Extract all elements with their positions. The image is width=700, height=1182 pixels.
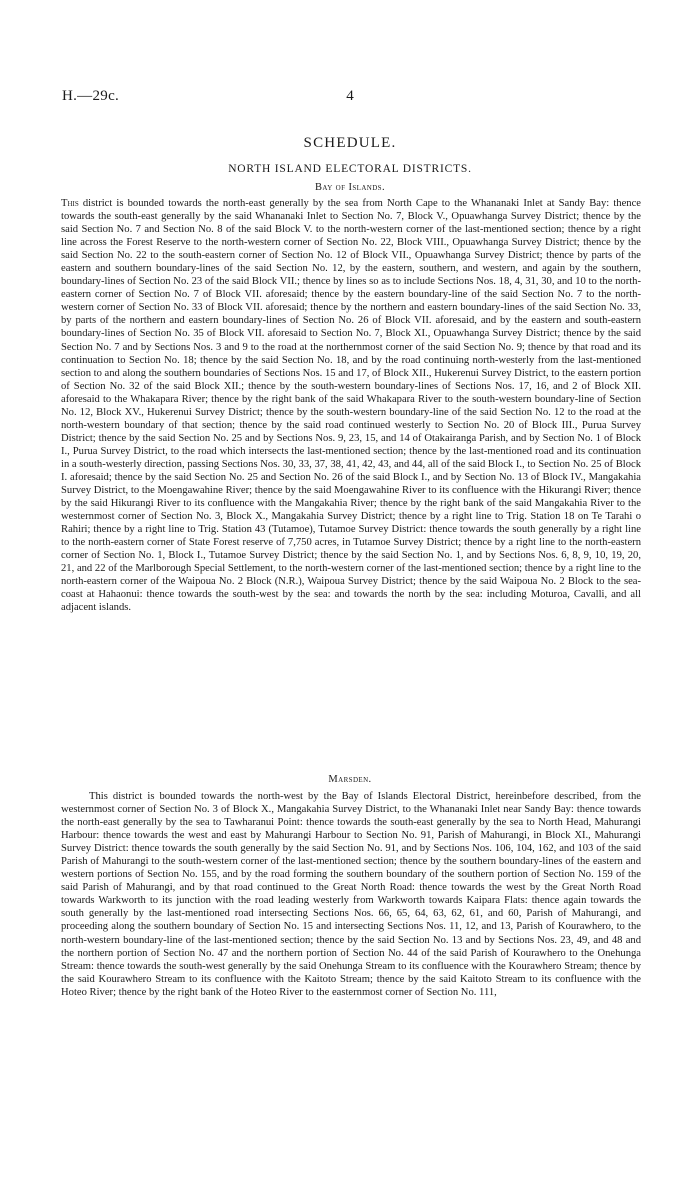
document-reference: H.—29c. — [62, 88, 120, 104]
section-text-bay-of-islands — [61, 197, 641, 615]
section-heading-marsden: Marsden. — [328, 774, 372, 785]
section-body: district is bounded towards the north-east generally by the sea from North Cape to the Whananaki Inlet at Sandy Bay: thence towards the south-east generally by the said Whananaki Inlet to Section No. 7, Block V., Opuawhanga Survey District; thence by the said Section No. 7 and Section No. 8 of the said Block V. to the north-western corner of the last-mentioned section; thence by a right line across the Forest Reserve to the north-western corner of Section No. 22, Block VIII., Opuawhanga Survey District; thence by the said Section No. 22 to the south-eastern corner of Section No. 12 of Block VII., Opuawhanga Survey District; thence by parts of the eastern and southern boundary-lines of the said Section No. 12, by the eastern, southern, and western, and again by the southern, boundary-lines of Section No. 23 of the said Block VII.; thence by lines so as to include Sections Nos. 18, 4, 31, 30, and 10 to the north-eastern corner of Section No. 7 of Block VII. aforesaid; thence by the eastern boundary-line of the said Section No. 7 to the north-western corner of Section No. 33 of Block VII. aforesaid; thence by the northern and eastern boundary-lines of the said Section No. 33, by parts of the northern and eastern boundary-lines of Section No. 26 of Block VII. aforesaid, and by the eastern and south-eastern boundary-lines of Section No. 35 of Block VII. aforesaid to Section No. 7, Block XI., Opuawhanga Survey District; thence by the said Section No. 7 and by Sections Nos. 3 and 9 to the road at the northernmost corner of the said Section No. 9; thence by that road and its continuation to Section No. 18; thence by the said Section No. 18, and by the road continuing north-westerly from the last-mentioned section to and along the southern boundaries of Sections Nos. 15 and 17, of Block XII., Hukerenui Survey District, to the eastern portion of Section No. 32 of the said Block XII.; thence by the south-western boundary-lines of Sections Nos. 17, 16, and 2 of Block XII. aforesaid to the Whakapara River; thence by the right bank of the said Whakapara River to the south-western boundary-line of Section No. 12, Block XV., Hukerenui Survey District; thence by the south-western boundary-line of the said Section No. 12 to the road at the north-western boundary of that section; thence by the said road continued westerly to Section No. 20 of Block III., Purua Survey District; thence by the said Section No. 25 and by Sections Nos. 9, 23, 15, and 14 of Otakairanga Parish, and by Section No. 1 of Block I., Purua Survey District, to the road which intersects the last-mentioned section; thence by the last-mentioned road and its continuation in a south-westerly direction, passing Sections Nos. 30, 33, 37, 38, 41, 42, 43, and 44, all of the said Block I., to Section No. 25 of Block I. aforesaid; thence by the said Section No. 25 and Section No. 26 of the said Block I., and by Section No. 13 of Block IV., Mangakahia Survey District, to the Moengawahine River; thence by the said Moengawahine River to its confluence with the Hikurangi River; thence by the said Hikurangi River to its confluence with the Mangakahia River; thence by the right bank of the said Mangakahia River to the westernmost corner of Section No. 3, Block X., Mangakahia Survey District; thence by a right line to Trig. Station 18 on Te Tarahi o Rahiri; thence by a right line to Trig. Station 43 (Tutamoe), Tutamoe Survey District: thence towards the south generally by a right line to the north-eastern corner of State Forest reserve of 7,750 acres, in Tutamoe Survey District; thence by a right line to the north-eastern corner of Section No. 1, Block I., Tutamoe Survey District; thence by the said Section No. 1, and by Sections Nos. 6, 8, 9, 10, 19, 20, 21, and 22 of the Marlborough Special Settlement, to the north-western corner of the last-mentioned section; thence by a right line to the north-eastern corner of the Waipoua No. 2 Block (N.R.), Waipoua Survey District; thence by the said Waipoua No. 2 Block to the sea-coast at Hahaonui: thence towards the south-west by the sea: and towards the north by the sea: including Moturoa, Cavalli, and all adjacent islands. — [61, 198, 641, 614]
section-text-marsden: This district is bounded towards the north-west by the Bay of Islands Electoral District, hereinbefore described, from the westernmost corner of Section No. 3 of Block X., Mangakahia Survey District, to the Whananaki Inlet near Sandy Bay: thence towards the north-east generally by the sea to Tawharanui Point: thence towards the south-east generally by the sea to North Head, Mahurangi Harbour: thence towards the west and east by Mahurangi Harbour to Section No. 91, Parish of Mahurangi, in Block XI., Mahurangi Survey District: thence towards the south generally by the said Section No. 91, and by Sections Nos. 106, 104, 162, and 103 of the said Parish of Mahurangi to the south-western corner of the last-mentioned section; thence by the southern boundary-lines of the eastern and western portions of Section No. 155, and by the road forming the southern boundary of the southern portion of Section No. 159 of the said Parish of Mahurangi, and by that road continued to the Great North Road: thence towards the west by the Great North Road towards Warkworth to its junction with the road leading westerly from Warkworth towards Kaipara Flats: thence again towards the south generally by the last-mentioned road intersecting Sections Nos. 66, 65, 64, 63, 62, 61, and 60, Parish of Mahurangi, and proceeding along the southern boundary of Section No. 15 and intersecting Sections Nos. 11, 12, and 13, Parish of Kourawhero, to the north-western boundary-line of the last-mentioned section; thence by the said Section No. 13 and by Sections Nos. 23, 49, and 48 and the northern portion of Section No. 47 and the northern portion of Section No. 44 of the said Parish of Kourawhero to the Onehunga Stream: thence towards the south-west generally by the said Onehunga Stream to its confluence with the Kourawhero Stream; thence by the said Kourawhero Stream to its confluence with the Kaitoto Stream; thence by the said Kaitoto Stream to its confluence with the Hoteo River; thence by the right bank of the Hoteo River to the easternmost corner of Section No. 111, — [61, 791, 641, 998]
schedule-subtitle: NORTH ISLAND ELECTORAL DISTRICTS. — [228, 163, 472, 175]
page-number: 4 — [346, 88, 354, 104]
schedule-title: SCHEDULE. — [303, 135, 397, 151]
section-heading-bay-of-islands: Bay of Islands. — [314, 182, 386, 193]
section-lead-word: This — [61, 198, 79, 209]
